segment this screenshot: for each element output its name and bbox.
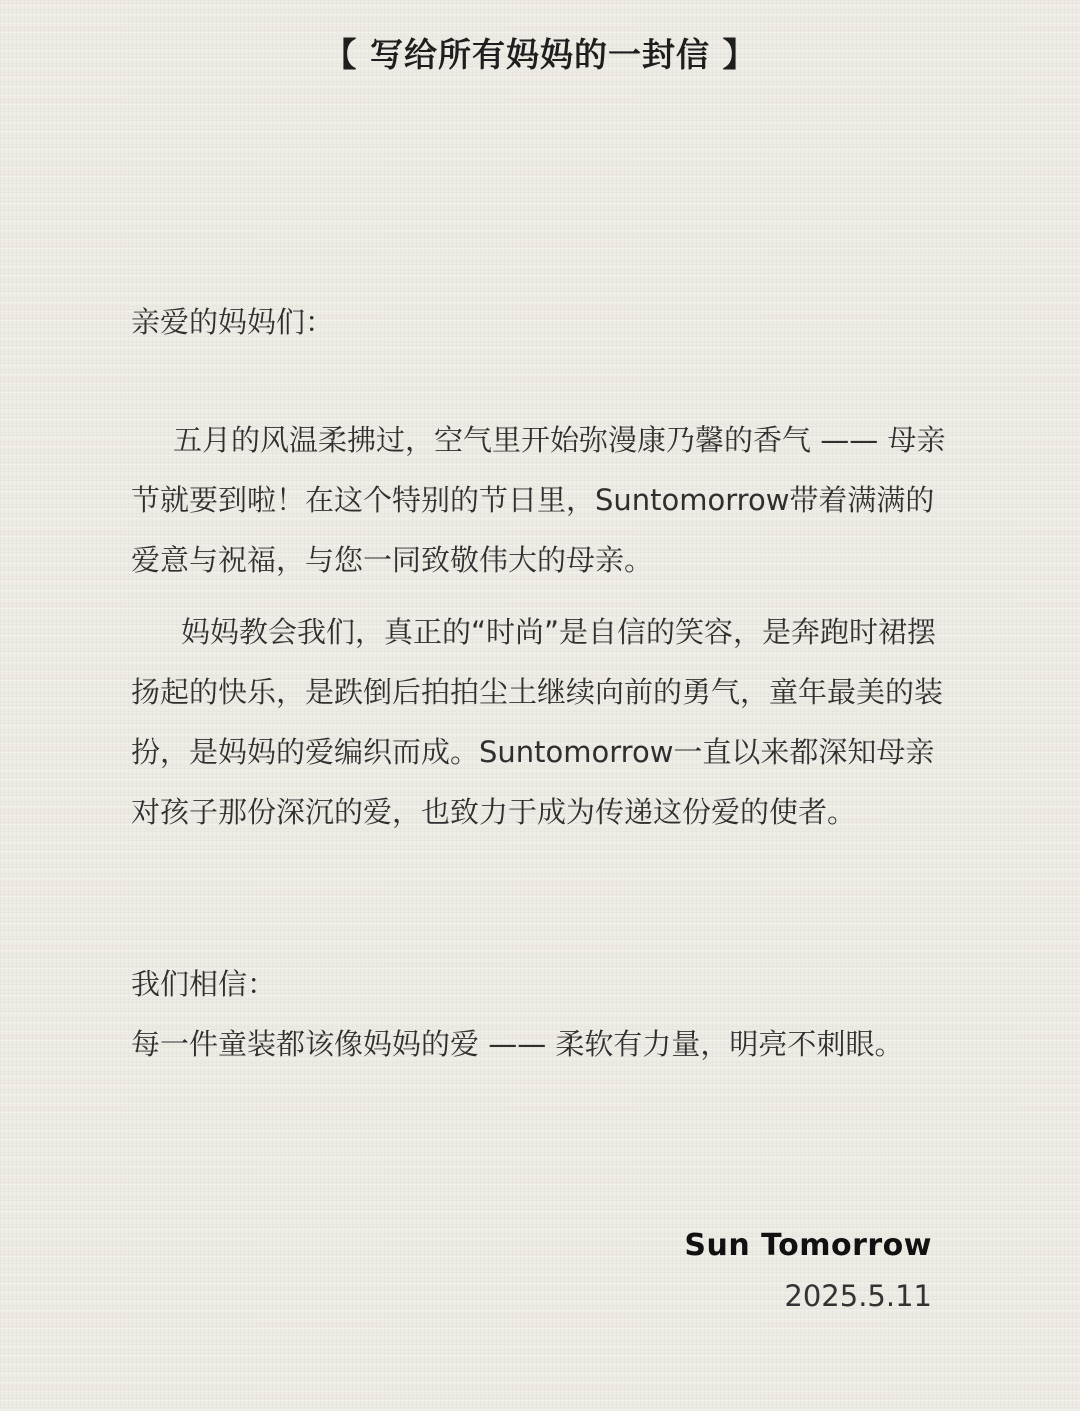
- belief-statement: [131, 1014, 991, 1074]
- letter-paragraph-1: [131, 410, 961, 590]
- paragraph-2-text: 妈妈教会我们，真正的“时尚”是自信的笑容，是奔跑时裙摆扬起的快乐，是跌倒后拍拍尘土继续向前的勇气，童年最美的装扮，是妈妈的爱编织而成。Suntomorrow一直以来都深知母亲对孩子那份深沉的爱，也致力于成为传递这份爱的使者。: [131, 615, 944, 829]
- letter-greeting: [131, 292, 971, 352]
- letter-paragraph-2: [131, 602, 961, 842]
- greeting-text: 亲爱的妈妈们：: [131, 305, 335, 339]
- signature-block: [684, 1222, 932, 1322]
- belief-label-text: 我们相信：: [131, 967, 277, 1001]
- belief-text: 每一件童装都该像妈妈的爱 —— 柔软有力量，明亮不刺眼。: [131, 1027, 904, 1061]
- letter-title: 【 写给所有妈妈的一封信 】: [323, 35, 757, 74]
- paragraph-1-text: 五月的风温柔拂过，空气里开始弥漫康乃馨的香气 —— 母亲节就要到啦！在这个特别的节日里，Suntomorrow带着满满的爱意与祝福，与您一同致敬伟大的母亲。: [131, 423, 946, 577]
- belief-label: [131, 954, 971, 1014]
- signature-date: 2025.5.11: [784, 1279, 932, 1313]
- signature-name: Sun Tomorrow: [684, 1228, 932, 1263]
